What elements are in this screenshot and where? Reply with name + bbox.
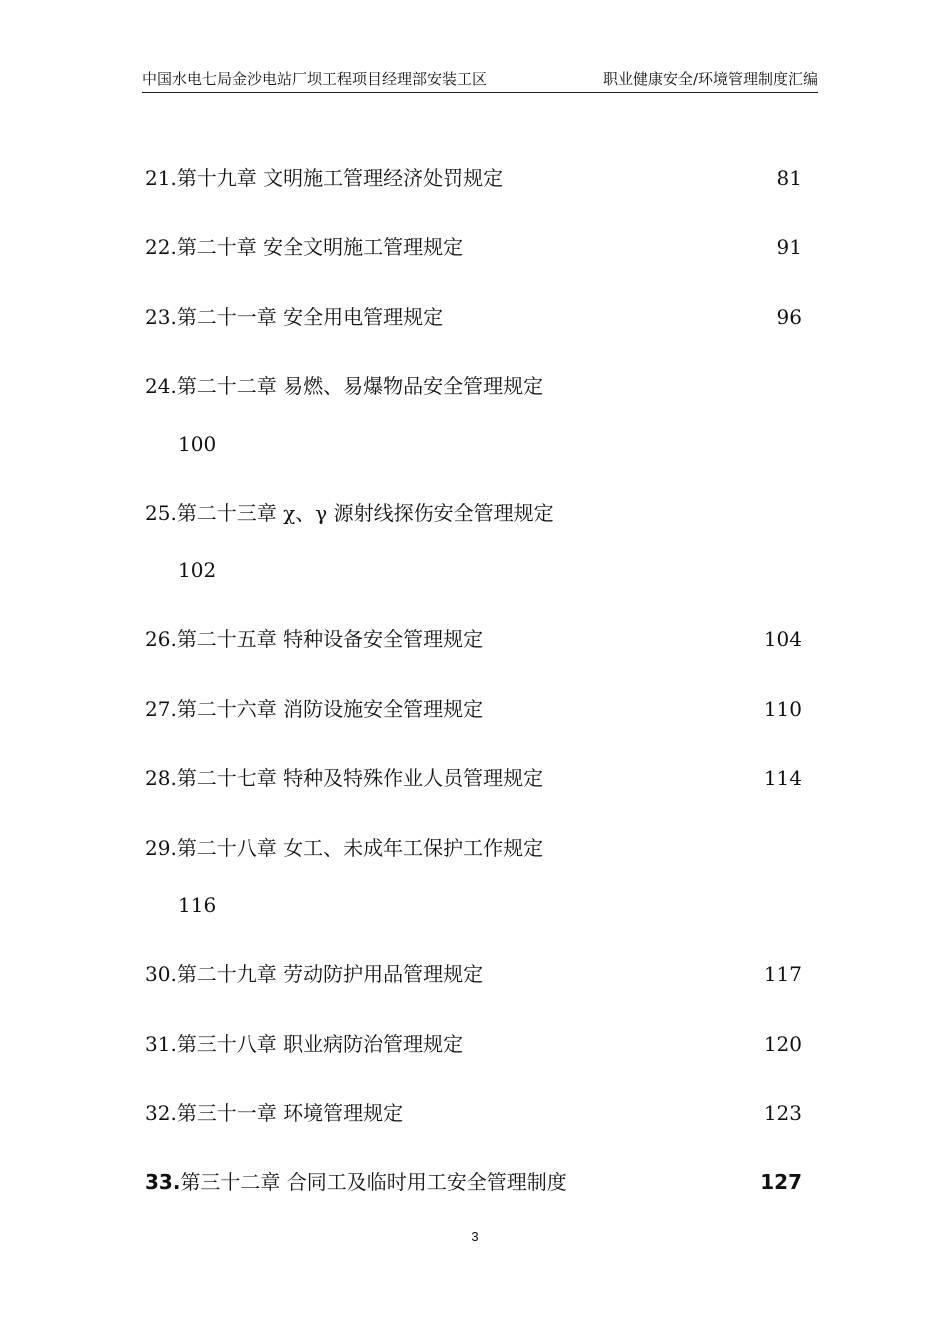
toc-entry[interactable]	[145, 961, 483, 987]
toc-entry-page: 96	[776, 305, 802, 329]
toc-entry-title: 第二十八章 女工、未成年工保护工作规定	[176, 836, 544, 860]
toc-entry[interactable]	[145, 1100, 403, 1126]
toc-entry-title: 第二十一章 安全用电管理规定	[176, 305, 444, 329]
toc-entry-page: 127	[760, 1170, 802, 1194]
toc-entry-title: 第十九章 文明施工管理经济处罚规定	[176, 166, 504, 190]
toc-entry[interactable]	[145, 500, 554, 526]
header-right-text: 职业健康安全/环境管理制度汇编	[602, 70, 818, 88]
toc-entry-number: 24.	[145, 374, 177, 398]
toc-entry-number: 25.	[145, 501, 177, 525]
toc-entry-page: 123	[763, 1101, 802, 1125]
toc-entry-title: 第二十七章 特种及特殊作业人员管理规定	[176, 766, 544, 790]
toc-entry-title: 第三十八章 职业病防治管理规定	[176, 1032, 464, 1056]
toc-entry-number: 27.	[145, 697, 177, 721]
toc-entry-number: 30.	[145, 962, 177, 986]
toc-entry-number: 23.	[145, 305, 177, 329]
toc-entry[interactable]	[145, 165, 503, 191]
toc-entry-number: 21.	[145, 166, 177, 190]
toc-entry-number: 32.	[145, 1101, 177, 1125]
toc-entry-page: 91	[776, 235, 802, 259]
toc-entry-title: 第二十二章 易燃、易爆物品安全管理规定	[176, 374, 544, 398]
toc-entry[interactable]	[145, 304, 443, 330]
toc-entry-page: 120	[763, 1032, 802, 1056]
page-number: 3	[471, 1229, 479, 1244]
toc-entry[interactable]	[145, 234, 463, 260]
toc-entry-page: 102	[178, 558, 217, 582]
toc-entry-number: 26.	[145, 627, 177, 651]
toc-entry-title: 第二十三章 χ、γ 源射线探伤安全管理规定	[176, 501, 554, 525]
toc-entry-title: 第二十章 安全文明施工管理规定	[176, 235, 464, 259]
toc-entry-number: 29.	[145, 836, 177, 860]
toc-entry-title: 第二十五章 特种设备安全管理规定	[176, 627, 484, 651]
toc-entry[interactable]	[145, 1031, 463, 1057]
toc-entry[interactable]	[145, 765, 543, 791]
toc-entry-title: 第三十一章 环境管理规定	[176, 1101, 404, 1125]
toc-entry-number: 33.	[145, 1170, 181, 1194]
toc-entry-page: 114	[763, 766, 802, 790]
toc-entry-page: 110	[763, 697, 802, 721]
toc-entry-title: 第二十六章 消防设施安全管理规定	[176, 697, 484, 721]
toc-entry-page: 81	[776, 166, 802, 190]
toc-entry-title: 第二十九章 劳动防护用品管理规定	[176, 962, 484, 986]
toc-entry-title: 第三十二章 合同工及临时用工安全管理制度	[180, 1170, 567, 1194]
toc-entry-number: 31.	[145, 1032, 177, 1056]
toc-entry[interactable]	[145, 626, 483, 652]
header-left-text: 中国水电七局金沙电站厂坝工程项目经理部安装工区	[142, 70, 488, 88]
toc-entry[interactable]	[145, 696, 483, 722]
toc-entry-page: 117	[763, 962, 802, 986]
toc-entry-number: 22.	[145, 235, 177, 259]
toc-entry[interactable]	[145, 1169, 567, 1195]
toc-entry-page: 116	[178, 893, 217, 917]
toc-entry-page: 100	[178, 432, 217, 456]
toc-entry[interactable]	[145, 835, 543, 861]
toc-entry-page: 104	[763, 627, 802, 651]
toc-entry-number: 28.	[145, 766, 177, 790]
toc-entry[interactable]	[145, 373, 543, 399]
